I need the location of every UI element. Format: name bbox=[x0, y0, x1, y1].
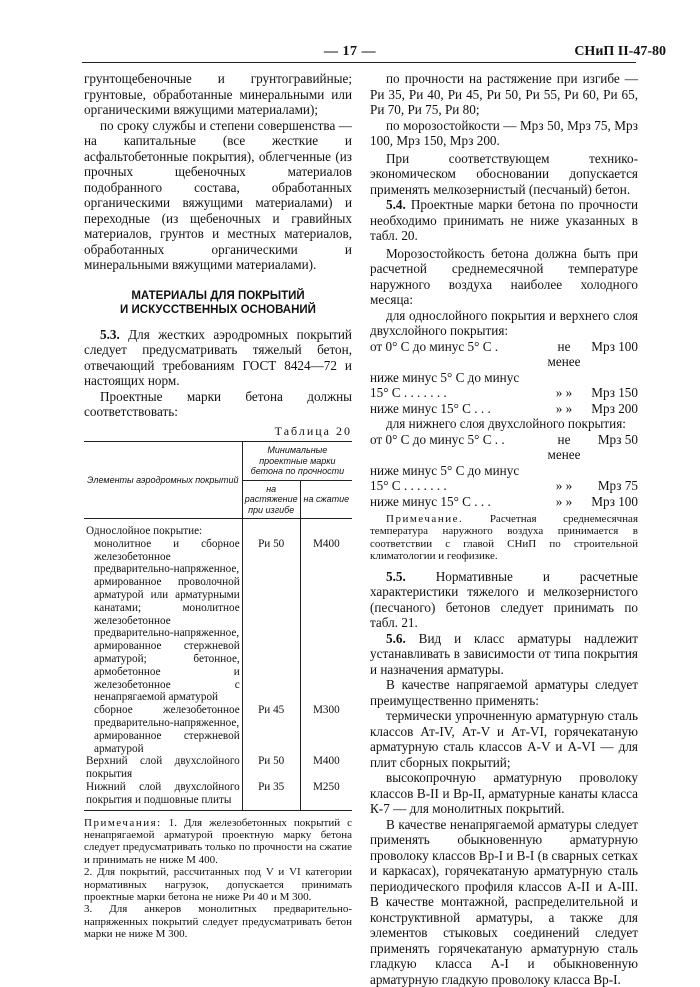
note-item: 1. Для железобетонных покрытий с ненапрягаемой арматурой проектную марку бетона следует предусматривать только по прочности на сжатие и принимать не ниже М 400. bbox=[84, 816, 353, 866]
paragraph: для нижнего слоя двухслойного покрытия: bbox=[386, 416, 626, 431]
clause-number: 5.5. bbox=[386, 568, 406, 584]
note-item: 2. Для покрытий, рассчитанных под V и VI категории нормативных нагрузок, допускается принимать проектные марки бетона не ниже Ри 40 и М 300. bbox=[84, 866, 352, 903]
clause-number: 5.3. bbox=[100, 326, 120, 342]
frost-note bbox=[370, 513, 638, 563]
paragraph: грунтощебеночные и грунтогравийные; грунтовые, обработанные минеральными или органическими вяжущими материалами); bbox=[84, 71, 352, 117]
header-rule bbox=[82, 62, 636, 63]
frost-row: ниже минус 15° С . . . » » Мрз 100 bbox=[370, 493, 638, 509]
table-header-bend: на растяжение при изгибе bbox=[242, 480, 300, 519]
table-row bbox=[84, 704, 352, 755]
table-cell-compression: М400 bbox=[300, 538, 352, 704]
clause-5-4 bbox=[370, 197, 638, 244]
paragraph: для однослойного покрытия и верхнего слоя двухслойного покрытия: bbox=[370, 307, 638, 338]
table-header-group: Минимальные проектные марки бетона по прочности bbox=[242, 442, 352, 481]
note-title: Примечание. bbox=[386, 513, 464, 525]
clause-5-5 bbox=[370, 569, 638, 631]
note-item: 3. Для анкеров монолитных предварительно-напряженных покрытий следует предусматривать бетон марки не ниже М 300. bbox=[84, 903, 352, 941]
right-column bbox=[370, 71, 638, 987]
clause-number: 5.6. bbox=[386, 630, 406, 646]
clause-5-6 bbox=[370, 631, 638, 678]
clause-text: Для жестких аэродромных покрытий следует предусматривать тяжелый бетон, отвечающий требованиям ГОСТ 8424—72 и настоящих норм. bbox=[84, 326, 352, 388]
clause-5-3 bbox=[84, 327, 352, 389]
left-column bbox=[84, 71, 352, 941]
paragraph: термически упрочненную арматурную сталь классов Ат-IV, Ат-V и Ат-VI, горячекатаную арматурную сталь классов А-V и А-VI — для плит сборных покрытий; bbox=[370, 708, 638, 770]
frost-list-bottom-layer bbox=[370, 432, 638, 510]
table-cell-bend: Ри 35 bbox=[242, 781, 300, 810]
frost-row: 15° С . . . . . . . » » Мрз 75 bbox=[370, 478, 638, 493]
frost-row: от 0° С до минус 5° С . . не менее Мрз 50 bbox=[370, 431, 638, 462]
table-cell-element: Верхний слой двухслойного покрытия bbox=[86, 755, 240, 781]
note-text: Расчетная среднемесячная температура наружного воздуха принимается в соответствии с главой СНиП по строительной климатологии и геофизике. bbox=[370, 513, 639, 563]
frost-row: ниже минус 15° С . . . » » Мрз 200 bbox=[370, 400, 638, 416]
table-row bbox=[84, 781, 352, 810]
document-code: СНиП II-47-80 bbox=[574, 44, 666, 59]
clause-text: Проектные марки бетона по прочности необходимо принимать не ниже указанных в табл. 20. bbox=[370, 197, 638, 243]
clause-text: Вид и класс арматуры надлежит устанавливать в зависимости от типа покрытия и назначения арматуры. bbox=[370, 630, 639, 677]
table-cell-element: Нижний слой двухслойного покрытия и подшовные плиты bbox=[84, 781, 242, 810]
page-number: — 17 — bbox=[324, 44, 376, 59]
paragraph: по сроку службы и степени совершенства — на капитальные (все жесткие и асфальтобетонные покрытия), облегченные (из прочных щебеночных материалов подобранного состава, обработанных органическими вяжущими материалами) и переходные (из щебеночных и гравийных материалов, грунтов и местных материалов, обработанных органическими и минеральными вяжущими материалами). bbox=[84, 117, 352, 272]
frost-row: ниже минус 5° С до минус bbox=[370, 462, 520, 478]
table-cell-bend: Ри 50 bbox=[242, 538, 300, 704]
notes-title: Примечания: bbox=[84, 816, 162, 829]
table-cell-bend: Ри 50 bbox=[242, 755, 300, 781]
table-notes bbox=[84, 817, 352, 941]
table-row bbox=[84, 538, 352, 704]
paragraph: высокопрочную арматурную проволоку классов В-II и Вр-II, арматурные канаты класса К-7 — для монолитных покрытий. bbox=[370, 770, 638, 817]
frost-row: от 0° С до минус 5° С . не менее Мрз 100 bbox=[370, 338, 638, 369]
table-row bbox=[84, 755, 352, 781]
paragraph: Морозостойкость бетона должна быть при расчетной среднемесячной температуре наружного воздуха наиболее холодного месяца: bbox=[370, 245, 638, 307]
section-heading bbox=[84, 289, 352, 317]
table-cell-compression: М300 bbox=[300, 704, 352, 755]
paragraph: В качестве ненапрягаемой арматуры следует применять обыкновенную арматурную проволоку классов Вр-I и В-I (в сварных сетках и каркасах), горячекатаную арматурную сталь периодического профиля классов А-II и А-III. В качестве монтажной, распределительной и конструктивной арматуры, а также для элементов стыковых соединений следует применять горячекатаную арматурную сталь гладкую класса А-I и обыкновенную арматурную гладкую проволоку класса Вр-I. bbox=[370, 816, 638, 987]
paragraph: по прочности на растяжение при изгибе — Ри 35, Ри 40, Ри 45, Ри 50, Ри 55, Ри 60, Ри 65, Ри 70, Ри 75, Ри 80; bbox=[370, 71, 638, 117]
clause-text: Нормативные и расчетные характеристики тяжелого и мелкозернистого (песчаного) бетонов следует принимать по табл. 21. bbox=[370, 568, 638, 631]
frost-list-top-layer bbox=[370, 339, 638, 417]
clause-number: 5.4. bbox=[386, 197, 406, 212]
table-caption: Таблица 20 bbox=[274, 423, 352, 438]
table-header-elements: Элементы аэродромных покрытий bbox=[84, 442, 242, 519]
heading-line: МАТЕРИАЛЫ ДЛЯ ПОКРЫТИЙ bbox=[131, 289, 305, 302]
frost-row: 15° С . . . . . . . » » Мрз 150 bbox=[370, 385, 638, 400]
concrete-grades-table bbox=[84, 441, 352, 811]
table-cell-element: монолитное и сборное железобетонное предварительно-напряженное, армированное проволочной арматурой или арматурными канатами; монолитное железобетонное предварительно-напряженное, армированное стержневой арматурой; бетонное, армобетонное и железобетонное с ненапрягаемой арматурой bbox=[94, 537, 240, 704]
table-cell-compression: М250 bbox=[300, 781, 352, 810]
paragraph: В качестве напрягаемой арматуры следует преимущественно применять: bbox=[370, 677, 638, 708]
paragraph: Проектные марки бетона должны соответствовать: bbox=[84, 388, 352, 419]
table-cell-element: сборное железобетонное предварительно-напряженное, армированное стержневой арматурой bbox=[94, 704, 240, 755]
table-cell-bend: Ри 45 bbox=[242, 704, 300, 755]
frost-row: ниже минус 5° С до минус bbox=[370, 369, 520, 385]
table-group-label: Однослойное покрытие: bbox=[86, 525, 203, 537]
paragraph: по морозостойкости — Мрз 50, Мрз 75, Мрз 100, Мрз 150, Мрз 200. bbox=[370, 117, 638, 148]
paragraph: При соответствующем технико-экономическом обосновании допускается применять мелкозернистый (песчаный) бетон. bbox=[370, 150, 638, 197]
table-cell-compression: М400 bbox=[300, 755, 352, 781]
table-header-compression: на сжатие bbox=[300, 480, 352, 519]
heading-line: И ИСКУССТВЕННЫХ ОСНОВАНИЙ bbox=[120, 303, 316, 316]
